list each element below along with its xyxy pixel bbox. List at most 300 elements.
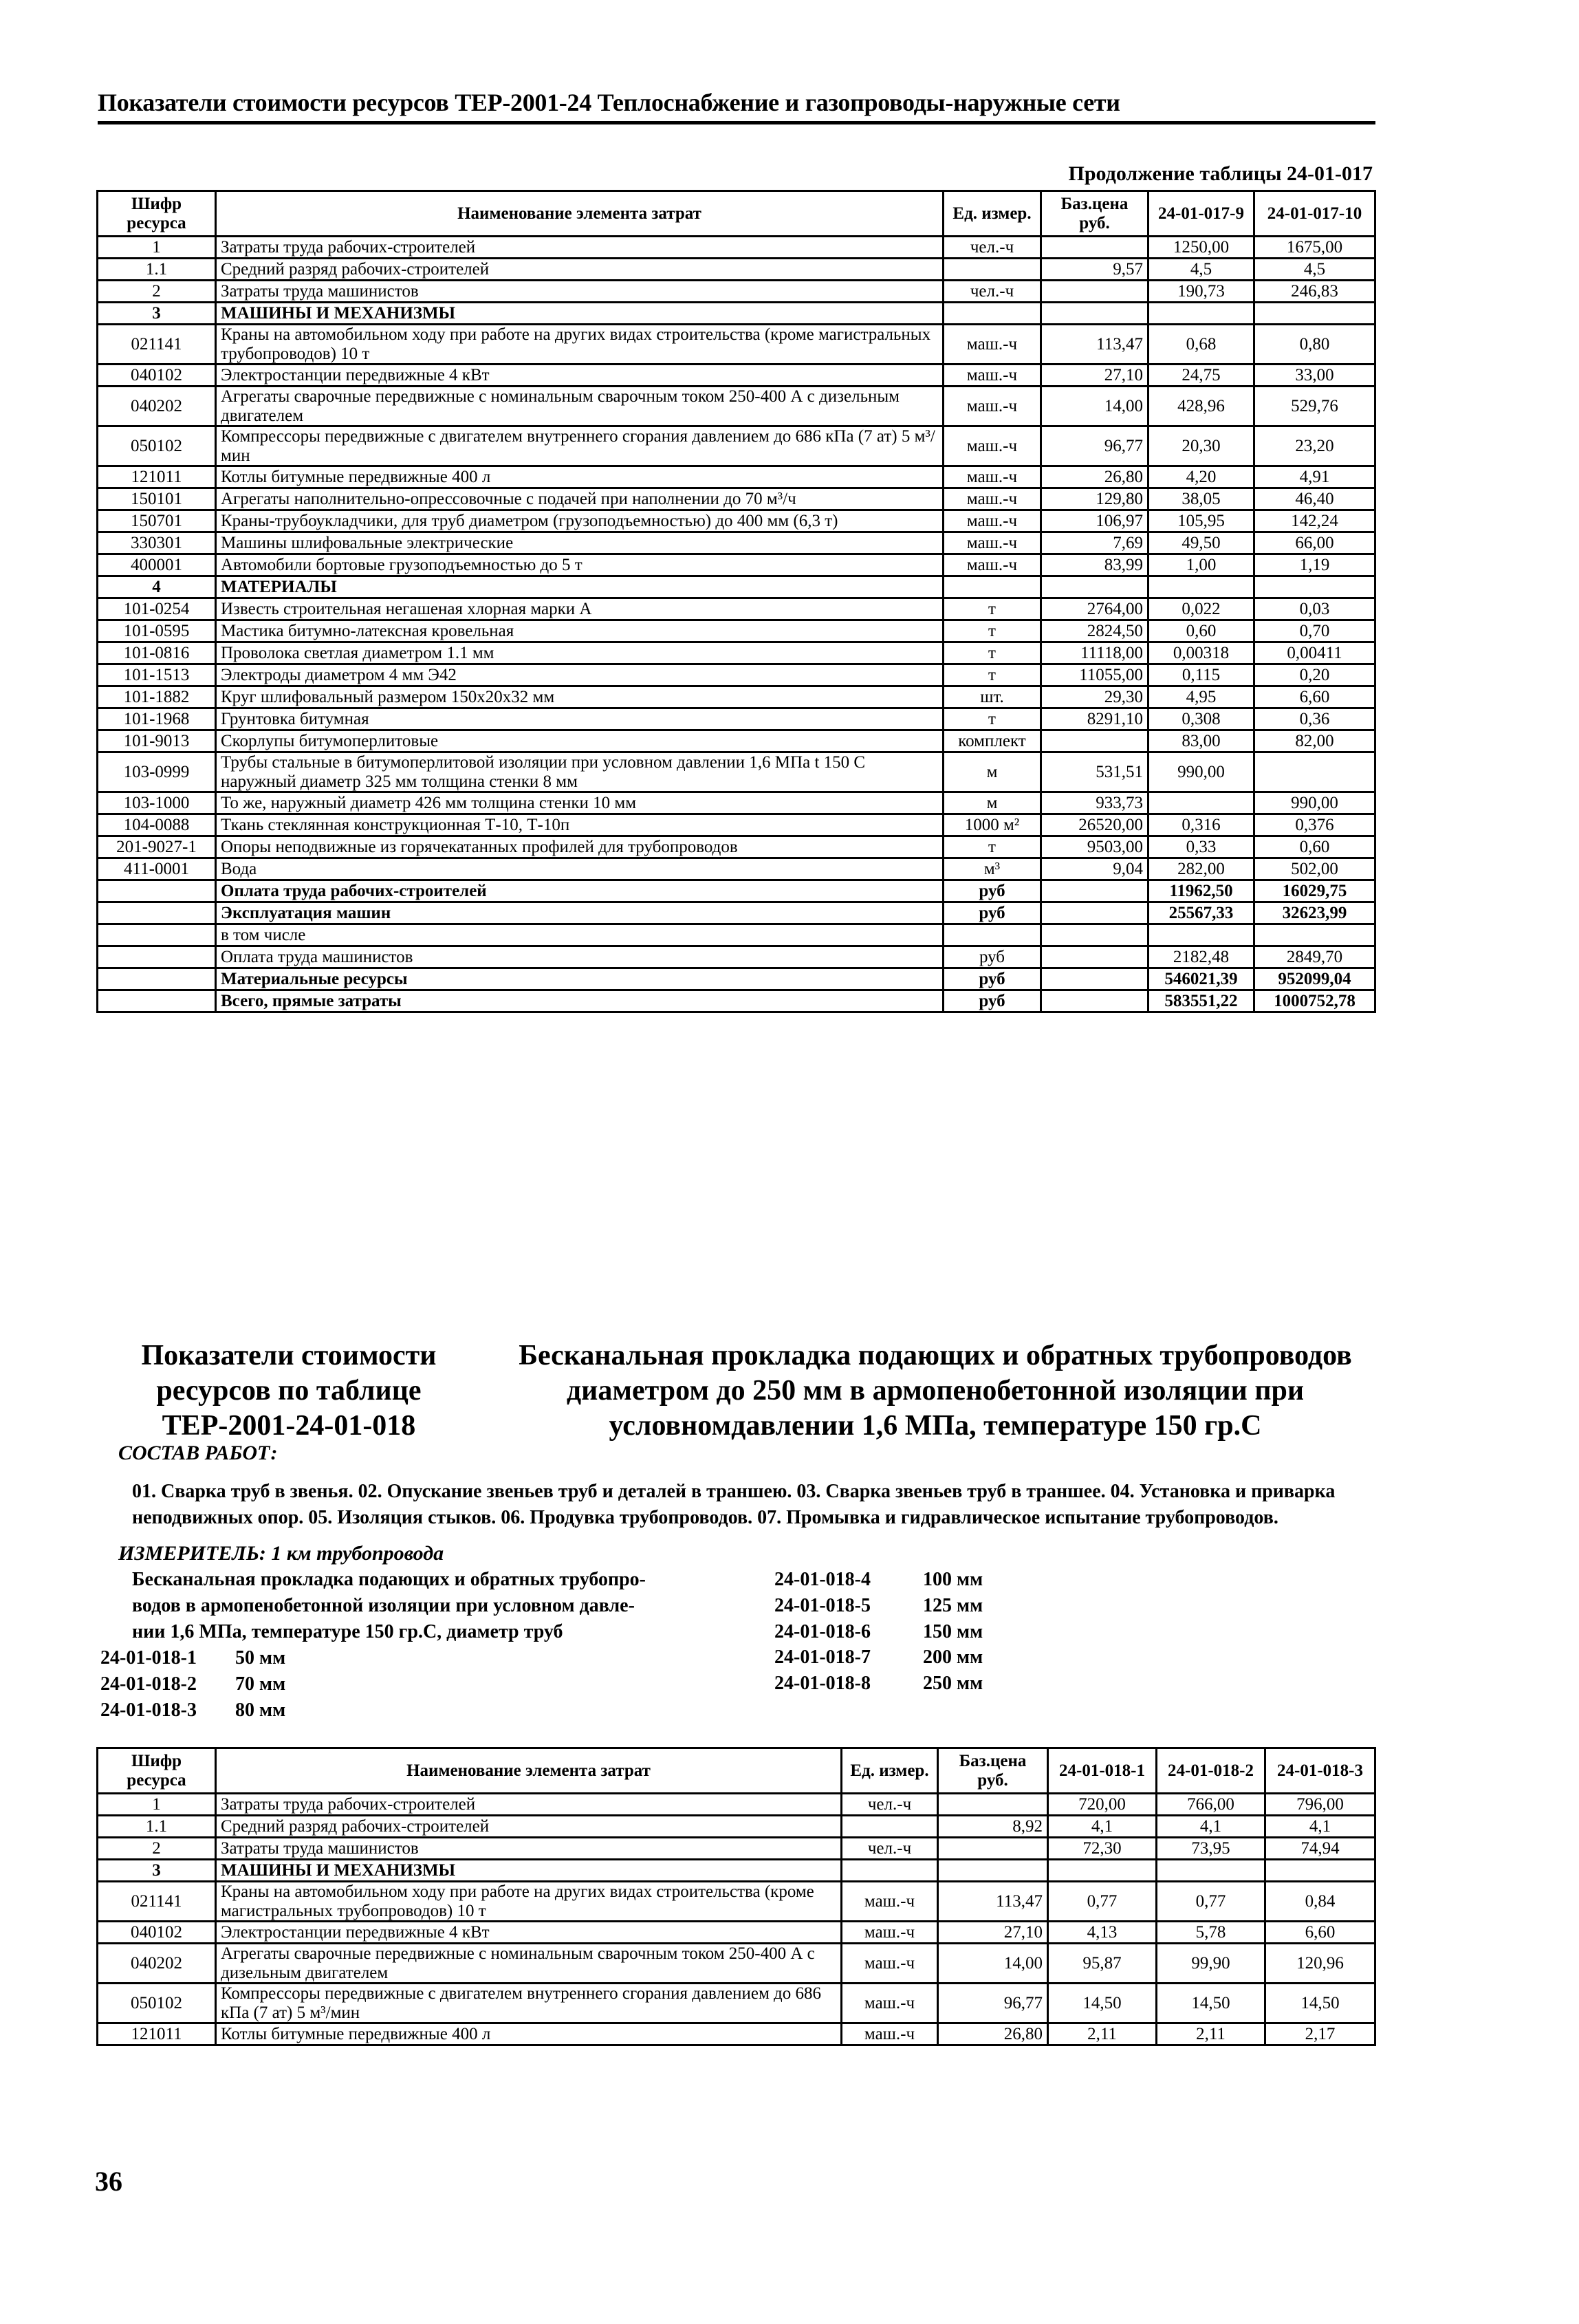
cell-unit [842,1816,938,1838]
cell-code: 121011 [98,2023,216,2045]
cell-unit: маш.-ч [944,325,1041,365]
cell-price: 14,00 [938,1944,1048,1984]
cell-rate-1: 0,00318 [1148,642,1254,664]
cell-rate-2: 0,376 [1254,814,1375,836]
cell-unit: руб [944,990,1041,1012]
cell-unit [842,1860,938,1882]
cell-code [98,946,216,968]
cell-price: 7,69 [1041,532,1148,554]
cell-price: 9,57 [1041,259,1148,281]
cell-rate-1: 4,1 [1048,1816,1157,1838]
cell-code: 040202 [98,1944,216,1984]
cell-rate-2: 529,76 [1254,387,1375,426]
cell-rate-3: 4,1 [1265,1816,1375,1838]
col-header-name: Наименование элемента затрат [216,191,944,237]
cell-code: 121011 [98,466,216,488]
works-text: 01. Сварка труб в звенья. 02. Опускание звеньев труб и деталей в траншею. 03. Сварка звеньев труб в траншее. 04. Установка и приварка неподвижных опор. 05. Изоляция стыков. 06. Продувка трубопроводов. 07. Промывка и гидравлическое испытание трубопроводов. [132,1481,1336,1528]
right-code-list [774,1567,983,1697]
cell-code: 104-0088 [98,814,216,836]
cell-rate-2: 4,5 [1254,259,1375,281]
cell-code: 101-1882 [98,686,216,708]
table-row [98,924,1375,946]
table-row [98,858,1375,880]
cell-code: 1.1 [98,1816,216,1838]
cell-unit: комплект [944,730,1041,752]
cell-name: Опоры неподвижные из горячекатанных профилей для трубопроводов [216,836,944,858]
cell-code: 150101 [98,488,216,510]
table-row [98,1882,1375,1922]
measure-desc-line: водов в армопенобетонной изоляции при условном давле- [132,1594,635,1616]
cell-price [1041,968,1148,990]
cell-rate-1: 583551,22 [1148,990,1254,1012]
cell-unit: маш.-ч [842,2023,938,2045]
cell-price: 26520,00 [1041,814,1148,836]
cell-name: Оплата труда рабочих-строителей [216,880,944,902]
cell-rate-1: 4,5 [1148,259,1254,281]
cell-rate-1: 83,00 [1148,730,1254,752]
cell-unit [944,924,1041,946]
cell-code [98,880,216,902]
cell-unit: т [944,664,1041,686]
works-label: СОСТАВ РАБОТ: [118,1442,278,1464]
cell-name: Вода [216,858,944,880]
cell-code [98,990,216,1012]
cell-name: Машины шлифовальные электрические [216,532,944,554]
cell-unit: маш.-ч [944,387,1041,426]
table-header-row [98,191,1375,237]
table-row [98,281,1375,303]
cell-rate-1: 95,87 [1048,1944,1157,1984]
cell-code: 1 [98,1794,216,1816]
col-header-unit: Ед. измер. [842,1748,938,1794]
measure-desc-line: Бесканальная прокладка подающих и обратных трубопро- [132,1569,646,1590]
cell-code: 103-0999 [98,752,216,792]
code-item: 24-01-018-2 70 мм [100,1673,286,1695]
cell-rate-1: 2182,48 [1148,946,1254,968]
table-row [98,510,1375,532]
cell-name: Материальные ресурсы [216,968,944,990]
cell-rate-2: 0,00411 [1254,642,1375,664]
table-row [98,1838,1375,1860]
col-header-name: Наименование элемента затрат [216,1748,842,1794]
cell-rate-2: 66,00 [1254,532,1375,554]
cell-code: 103-1000 [98,792,216,814]
cell-price: 27,10 [938,1922,1048,1944]
cell-unit: маш.-ч [944,426,1041,466]
cell-unit [944,259,1041,281]
cell-rate-2 [1254,752,1375,792]
cell-rate-2 [1254,576,1375,598]
cell-rate-3 [1265,1860,1375,1882]
section-description: Бесканальная прокладка подающих и обратных трубопроводов диаметром до 250 мм в армопенобетонной изоляции при условномдавлении 1,6 МПа, температуре 150 гр.С [519,1340,1352,1442]
cell-price [938,1860,1048,1882]
cell-code: 021141 [98,1882,216,1922]
cell-price [938,1794,1048,1816]
cell-unit: руб [944,946,1041,968]
cell-code: 3 [98,303,216,325]
cell-code: 3 [98,1860,216,1882]
cell-rate-2: 46,40 [1254,488,1375,510]
cell-name: Компрессоры передвижные с двигателем внутреннего сгорания давлением до 686 кПа (7 ат) 5 м³/мин [216,426,944,466]
measure-value: 1 км трубопровода [271,1542,444,1565]
cell-unit: маш.-ч [944,466,1041,488]
cell-name: Электроды диаметром 4 мм Э42 [216,664,944,686]
cell-unit: маш.-ч [842,1922,938,1944]
resource-table-017 [96,190,1376,1013]
table-row [98,488,1375,510]
cell-code: 201-9027-1 [98,836,216,858]
code-item: 24-01-018-3 80 мм [100,1699,286,1721]
left-code-list [100,1645,285,1723]
cell-name: Затраты труда рабочих-строителей [216,1794,842,1816]
col-header-rate-2: 24-01-017-10 [1254,191,1375,237]
cell-name: Краны-трубоукладчики, для труб диаметром (грузоподъемностью) до 400 мм (6,3 т) [216,510,944,532]
cell-code: 4 [98,576,216,598]
table-row [98,466,1375,488]
cell-name: Затраты труда рабочих-строителей [216,237,944,259]
cell-rate-1: 0,77 [1048,1882,1157,1922]
cell-price [1041,902,1148,924]
col-header-unit: Ед. измер. [944,191,1041,237]
cell-price: 113,47 [1041,325,1148,365]
cell-name: Ткань стеклянная конструкционная Т-10, Т-10п [216,814,944,836]
cell-name: То же, наружный диаметр 426 мм толщина стенки 10 мм [216,792,944,814]
cell-name: МАТЕРИАЛЫ [216,576,944,598]
cell-price: 11118,00 [1041,642,1148,664]
cell-rate-2: 0,70 [1254,620,1375,642]
cell-rate-2 [1157,1860,1265,1882]
table-row [98,620,1375,642]
cell-price [1041,730,1148,752]
cell-code: 040102 [98,1922,216,1944]
cell-code: 040202 [98,387,216,426]
table-row [98,642,1375,664]
cell-code: 101-0816 [98,642,216,664]
cell-name: Известь строительная негашеная хлорная марки А [216,598,944,620]
cell-name: Средний разряд рабочих-строителей [216,259,944,281]
resource-table-018 [96,1747,1376,2046]
cell-price: 2824,50 [1041,620,1148,642]
cell-rate-1: 4,95 [1148,686,1254,708]
cell-name: Агрегаты сварочные передвижные с номинальным сварочным током 250-400 А с дизельным двигателем [216,387,944,426]
cell-code: 330301 [98,532,216,554]
table-body [98,237,1375,1012]
table-row [98,902,1375,924]
cell-name: Затраты труда машинистов [216,1838,842,1860]
cell-rate-2: 1,19 [1254,554,1375,576]
cell-price: 26,80 [1041,466,1148,488]
table-row [98,664,1375,686]
cell-rate-1: 105,95 [1148,510,1254,532]
cell-rate-2: 1000752,78 [1254,990,1375,1012]
cell-rate-1: 720,00 [1048,1794,1157,1816]
cell-rate-1: 0,115 [1148,664,1254,686]
cell-rate-1: 1250,00 [1148,237,1254,259]
cell-rate-2: 502,00 [1254,858,1375,880]
cell-name: Автомобили бортовые грузоподъемностью до 5 т [216,554,944,576]
cell-price [1041,576,1148,598]
cell-price: 96,77 [938,1984,1048,2023]
cell-rate-3: 14,50 [1265,1984,1375,2023]
cell-price: 11055,00 [1041,664,1148,686]
cell-name: Котлы битумные передвижные 400 л [216,2023,842,2045]
cell-rate-2: 246,83 [1254,281,1375,303]
cell-unit: чел.-ч [842,1794,938,1816]
cell-rate-1: 72,30 [1048,1838,1157,1860]
cell-code: 150701 [98,510,216,532]
cell-price: 106,97 [1041,510,1148,532]
cell-rate-2: 32623,99 [1254,902,1375,924]
code-item: 24-01-018-4 100 мм [774,1569,983,1590]
cell-unit: т [944,598,1041,620]
cell-unit: чел.-ч [944,281,1041,303]
cell-unit: 1000 м² [944,814,1041,836]
cell-rate-1: 2,11 [1048,2023,1157,2045]
cell-unit: руб [944,968,1041,990]
cell-name: Оплата труда машинистов [216,946,944,968]
cell-rate-1 [1148,576,1254,598]
table-row [98,686,1375,708]
col-header-code: Шифр ресурса [98,191,216,237]
cell-price: 9,04 [1041,858,1148,880]
cell-rate-1: 0,308 [1148,708,1254,730]
code-item: 24-01-018-8 250 мм [774,1673,983,1695]
cell-rate-2: 0,20 [1254,664,1375,686]
cell-code [98,924,216,946]
table-row [98,708,1375,730]
cell-code [98,968,216,990]
cell-name: МАШИНЫ И МЕХАНИЗМЫ [216,1860,842,1882]
cell-price [1041,281,1148,303]
cell-name: Затраты труда машинистов [216,281,944,303]
cell-name: Средний разряд рабочих-строителей [216,1816,842,1838]
cell-rate-2: 99,90 [1157,1944,1265,1984]
table-row [98,990,1375,1012]
cell-rate-1: 24,75 [1148,365,1254,387]
table-row [98,880,1375,902]
table-row [98,365,1375,387]
cell-price: 83,99 [1041,554,1148,576]
cell-code: 2 [98,1838,216,1860]
cell-unit: маш.-ч [944,510,1041,532]
cell-rate-1: 546021,39 [1148,968,1254,990]
cell-code: 021141 [98,325,216,365]
code-item: 24-01-018-6 150 мм [774,1620,983,1642]
cell-name: Грунтовка битумная [216,708,944,730]
measure-line [118,1542,444,1565]
cell-code: 101-1513 [98,664,216,686]
cell-rate-2: 5,78 [1157,1922,1265,1944]
cell-rate-1: 49,50 [1148,532,1254,554]
cell-rate-1 [1048,1860,1157,1882]
cell-unit: т [944,708,1041,730]
code-item: 24-01-018-7 200 мм [774,1647,983,1669]
cell-rate-1: 282,00 [1148,858,1254,880]
table-row [98,598,1375,620]
table-row [98,426,1375,466]
col-header-rate-2: 24-01-018-2 [1157,1748,1265,1794]
cell-rate-2: 0,36 [1254,708,1375,730]
cell-unit: м³ [944,858,1041,880]
cell-name: Агрегаты наполнительно-опрессовочные с подачей при наполнении до 70 м³/ч [216,488,944,510]
cell-price: 933,73 [1041,792,1148,814]
cell-name: Краны на автомобильном ходу при работе на других видах строительства (кроме магистральных трубопроводов) 10 т [216,1882,842,1922]
cell-code: 1.1 [98,259,216,281]
col-header-price: Баз.цена руб. [1041,191,1148,237]
table-row [98,814,1375,836]
cell-code: 2 [98,281,216,303]
cell-code [98,902,216,924]
cell-unit: руб [944,880,1041,902]
cell-unit: м [944,752,1041,792]
cell-code: 040102 [98,365,216,387]
table-row [98,387,1375,426]
cell-rate-3: 120,96 [1265,1944,1375,1984]
cell-rate-1: 14,50 [1048,1984,1157,2023]
cell-unit: т [944,642,1041,664]
cell-price: 113,47 [938,1882,1048,1922]
cell-price [1041,303,1148,325]
cell-rate-1 [1148,924,1254,946]
col-header-code: Шифр ресурса [98,1748,216,1794]
cell-price: 26,80 [938,2023,1048,2045]
cell-rate-1: 190,73 [1148,281,1254,303]
cell-rate-2: 82,00 [1254,730,1375,752]
cell-rate-3: 2,17 [1265,2023,1375,2045]
col-header-rate-1: 24-01-017-9 [1148,191,1254,237]
cell-unit: маш.-ч [842,1882,938,1922]
cell-rate-2: 0,60 [1254,836,1375,858]
cell-rate-1: 0,316 [1148,814,1254,836]
cell-name: Эксплуатация машин [216,902,944,924]
cell-unit [944,576,1041,598]
cell-rate-1 [1148,303,1254,325]
cell-unit: чел.-ч [842,1838,938,1860]
cell-rate-1: 11962,50 [1148,880,1254,902]
cell-rate-2: 1675,00 [1254,237,1375,259]
code-item: 24-01-018-5 125 мм [774,1594,983,1616]
cell-unit: маш.-ч [944,532,1041,554]
cell-price [1041,946,1148,968]
cell-price: 27,10 [1041,365,1148,387]
cell-unit: т [944,620,1041,642]
cell-price [1041,880,1148,902]
cell-rate-2: 6,60 [1254,686,1375,708]
cell-unit: т [944,836,1041,858]
cell-code: 400001 [98,554,216,576]
table-row [98,730,1375,752]
measure-description [132,1567,751,1644]
cell-name: Компрессоры передвижные с двигателем внутреннего сгорания давлением до 686 кПа (7 ат) 5 м³/мин [216,1984,842,2023]
cell-name: Агрегаты сварочные передвижные с номинальным сварочным током 250-400 А с дизельным двигателем [216,1944,842,1984]
cell-rate-2: 0,77 [1157,1882,1265,1922]
table-row [98,325,1375,365]
table-row [98,1984,1375,2023]
cell-unit: маш.-ч [944,488,1041,510]
cell-name: Электростанции передвижные 4 кВт [216,1922,842,1944]
cell-price [1041,990,1148,1012]
table-body [98,1794,1375,2045]
cell-name: Котлы битумные передвижные 400 л [216,466,944,488]
cell-name: Круг шлифовальный размером 150х20х32 мм [216,686,944,708]
cell-unit: м [944,792,1041,814]
cell-rate-1: 1,00 [1148,554,1254,576]
table-row [98,1794,1375,1816]
table-row [98,1944,1375,1984]
cell-unit: чел.-ч [944,237,1041,259]
table-row [98,946,1375,968]
cell-rate-3: 0,84 [1265,1882,1375,1922]
cell-unit: маш.-ч [944,365,1041,387]
cell-rate-1: 0,33 [1148,836,1254,858]
cell-rate-2: 33,00 [1254,365,1375,387]
cell-unit: маш.-ч [842,1984,938,2023]
measure-desc-line: нии 1,6 МПа, температуре 150 гр.С, диаметр труб [132,1620,563,1642]
cell-rate-2: 0,80 [1254,325,1375,365]
cell-rate-3: 6,60 [1265,1922,1375,1944]
cell-rate-2: 142,24 [1254,510,1375,532]
table-row [98,303,1375,325]
cell-price [938,1838,1048,1860]
cell-rate-2 [1254,303,1375,325]
cell-code: 050102 [98,1984,216,2023]
cell-name: Всего, прямые затраты [216,990,944,1012]
cell-code: 101-0595 [98,620,216,642]
cell-rate-2: 952099,04 [1254,968,1375,990]
page-header: Показатели стоимости ресурсов ТЕР-2001-24 Теплоснабжение и газопроводы-наружные сети [98,88,1375,124]
cell-rate-2: 14,50 [1157,1984,1265,2023]
cell-price [1041,924,1148,946]
col-header-rate-3: 24-01-018-3 [1265,1748,1375,1794]
cell-rate-2: 2,11 [1157,2023,1265,2045]
cell-rate-1: 20,30 [1148,426,1254,466]
page-number: 36 [95,2166,122,2197]
cell-rate-1: 25567,33 [1148,902,1254,924]
cell-price: 14,00 [1041,387,1148,426]
col-header-price: Баз.цена руб. [938,1748,1048,1794]
cell-code: 050102 [98,426,216,466]
cell-name: в том числе [216,924,944,946]
cell-rate-2 [1254,924,1375,946]
table-row [98,1816,1375,1838]
cell-price: 29,30 [1041,686,1148,708]
cell-code: 1 [98,237,216,259]
measure-label: ИЗМЕРИТЕЛЬ: [118,1542,266,1565]
table-row [98,1860,1375,1882]
table-row [98,237,1375,259]
cell-price: 2764,00 [1041,598,1148,620]
cell-rate-1: 38,05 [1148,488,1254,510]
cell-price: 9503,00 [1041,836,1148,858]
cell-name: Электростанции передвижные 4 кВт [216,365,944,387]
cell-rate-1: 0,022 [1148,598,1254,620]
cell-code: 101-9013 [98,730,216,752]
cell-rate-1: 428,96 [1148,387,1254,426]
cell-rate-1: 0,60 [1148,620,1254,642]
cell-unit: шт. [944,686,1041,708]
cell-price: 8291,10 [1041,708,1148,730]
table-row [98,792,1375,814]
code-item: 24-01-018-1 50 мм [100,1647,286,1669]
table-row [98,752,1375,792]
cell-rate-1: 990,00 [1148,752,1254,792]
cell-rate-2: 23,20 [1254,426,1375,466]
table-row [98,1922,1375,1944]
cell-name: Скорлупы битумоперлитовые [216,730,944,752]
cell-rate-2: 990,00 [1254,792,1375,814]
table-row [98,836,1375,858]
table-continuation-note: Продолжение таблицы 24-01-017 [1068,162,1373,185]
